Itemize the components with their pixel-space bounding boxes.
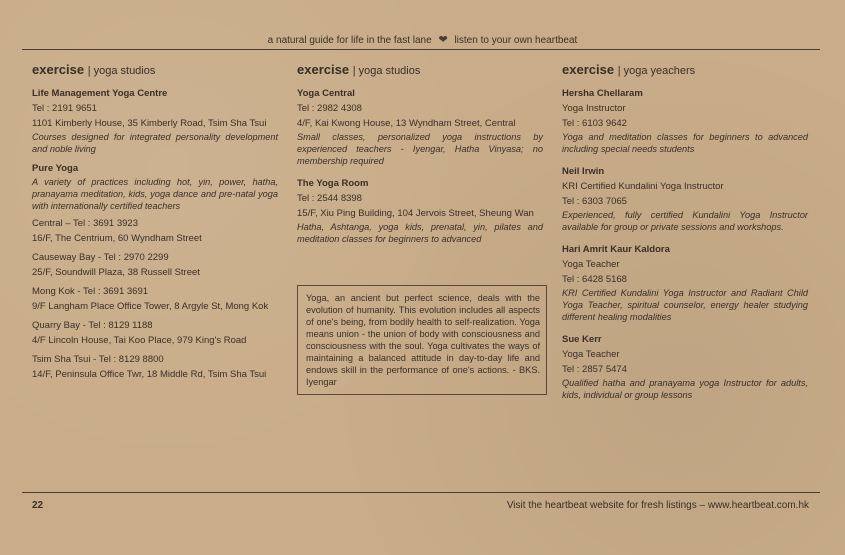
header-tagline [0, 33, 845, 46]
column-yoga-teachers [562, 62, 808, 408]
listing-tel: Tel : 2982 4308 [297, 103, 362, 114]
listing-pure-yoga [32, 162, 278, 382]
listing-the-yoga-room [297, 177, 543, 245]
page-number: 22 [32, 500, 44, 511]
location-mong-kok: Mong Kok - Tel : 3691 3691 9/F Langham Place Office Tower, 8 Argyle St, Mong Kok [32, 286, 269, 312]
listing-name: Life Management Yoga Centre [32, 88, 168, 99]
teacher-hari-amrit-kaur-kaldora [562, 243, 808, 323]
teacher-role: Yoga Teacher [562, 259, 620, 270]
listing-name: Pure Yoga [32, 163, 79, 174]
teacher-neil-irwin [562, 165, 808, 233]
tagline-right: listen to your own heartbeat [454, 35, 578, 46]
top-divider [22, 49, 820, 50]
teacher-role: Yoga Instructor [562, 103, 626, 114]
listing-description: Courses designed for integrated personality development and noble living [32, 132, 278, 154]
teacher-hersha-chellaram [562, 87, 808, 155]
teacher-description: Yoga and meditation classes for beginners to advanced including special needs students [562, 132, 808, 154]
teacher-tel: Tel : 2857 5474 [562, 364, 627, 375]
listing-description: Hatha, Ashtanga, yoga kids, prenatal, yin, pilates and meditation classes for beginners to advanced [297, 222, 543, 244]
listing-yoga-central [297, 87, 543, 167]
bottom-divider [22, 492, 820, 493]
teacher-tel: Tel : 6303 7065 [562, 196, 627, 207]
teacher-sue-kerr [562, 333, 808, 401]
location-causeway-bay: Causeway Bay - Tel : 2970 2299 25/F, Soundwill Plaza, 38 Russell Street [32, 252, 200, 278]
location-tsim-sha-tsui: Tsim Sha Tsui - Tel : 8129 8800 14/F, Peninsula Office Twr, 18 Middle Rd, Tsim Sha Tsui [32, 354, 267, 380]
listing-address: 4/F, Kai Kwong House, 13 Wyndham Street, Central [297, 118, 516, 129]
listing-description: Small classes, personalized yoga instructions by experienced teachers - Iyengar, Hatha Vinyasa; no membership required [297, 132, 543, 166]
footer-website-note: Visit the heartbeat website for fresh listings – www.heartbeat.com.hk [506, 500, 809, 511]
teacher-description: Qualified hatha and pranayama yoga Instructor for adults, kids, individual or group lessons [562, 378, 808, 400]
teacher-description: Experienced, fully certified Kundalini Yoga Instructor available for group or private sessions and workshops. [562, 210, 808, 232]
teacher-name: Hersha Chellaram [562, 88, 643, 99]
teacher-name: Neil Irwin [562, 166, 605, 177]
column-yoga-studios-2 [297, 62, 543, 252]
teacher-role: Yoga Teacher [562, 349, 620, 360]
listing-name: The Yoga Room [297, 178, 369, 189]
section-heading: exercise | yoga studios [297, 62, 421, 77]
teacher-name: Sue Kerr [562, 334, 602, 345]
teacher-tel: Tel : 6428 5168 [562, 274, 627, 285]
teacher-role: KRI Certified Kundalini Yoga Instructor [562, 181, 724, 192]
listing-address: 15/F, Xiu Ping Building, 104 Jervois Street, Sheung Wan [297, 208, 534, 219]
listing-life-management [32, 87, 278, 155]
listing-tel: Tel : 2544 8398 [297, 193, 362, 204]
section-heading: exercise | yoga studios [32, 62, 156, 77]
location-quarry-bay: Quarry Bay - Tel : 8129 1188 4/F Lincoln House, Tai Koo Place, 979 King's Road [32, 320, 247, 346]
listing-name: Yoga Central [297, 88, 355, 99]
iyengar-quote-box: Yoga, an ancient but perfect science, deals with the evolution of humanity. This evolution includes all aspects of one's being, from bodily health to self-realization. Yoga means union - the union of body with consciousness and consciousness with the soul. Yoga cultivates the ways of maintaining a balanced attitude in day-to-day life and endows skill in the performance of one's actions. - BKS. Iyengar [297, 285, 547, 395]
teacher-description: KRI Certified Kundalini Yoga Instructor and Radiant Child Yoga Teacher, spiritual counselor, energy healer studying different healing modalities [562, 288, 808, 322]
heart-icon: ❤ [438, 34, 448, 46]
listing-tel: Tel : 2191 9651 [32, 103, 97, 114]
listing-description: A variety of practices including hot, yin, power, hatha, pranayama meditation, kids, yoga dance and pre-natal yoga with internationally certified teachers [32, 177, 278, 211]
section-heading: exercise | yoga yeachers [562, 62, 696, 77]
location-central: Central – Tel : 3691 3923 16/F, The Centrium, 60 Wyndham Street [32, 218, 202, 244]
tagline-left: a natural guide for life in the fast lane [267, 35, 432, 46]
column-yoga-studios-1 [32, 62, 278, 389]
teacher-tel: Tel : 6103 9642 [562, 118, 627, 129]
teacher-name: Hari Amrit Kaur Kaldora [562, 244, 670, 255]
listing-address: 1101 Kimberly House, 35 Kimberly Road, Tsim Sha Tsui [32, 118, 267, 129]
